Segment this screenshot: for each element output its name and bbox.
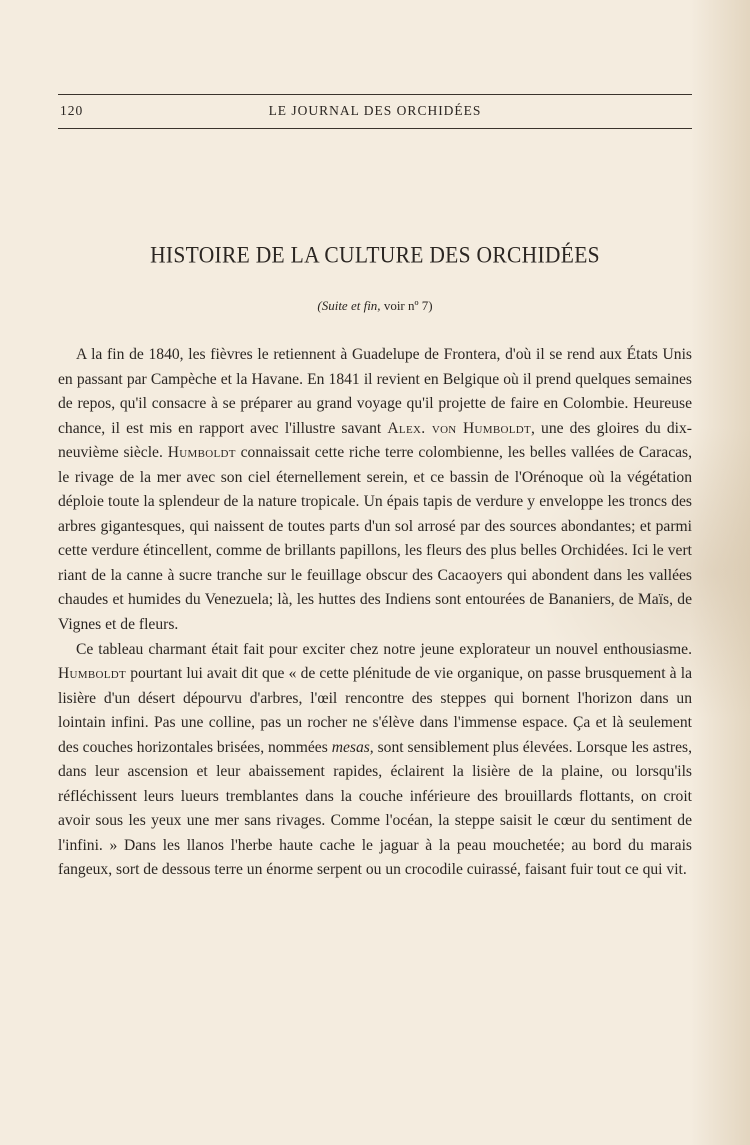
- paragraph-1: [58, 343, 692, 638]
- article-title: HISTOIRE DE LA CULTURE DES ORCHIDÉES: [150, 242, 600, 268]
- p2-italic-mesas: mesas,: [331, 738, 374, 756]
- p1-name-humboldt: Humboldt: [167, 444, 236, 462]
- header-bottom-rule: [58, 128, 692, 129]
- p2-name-humboldt: Humboldt: [58, 665, 127, 683]
- subtitle-rest: voir nº 7): [380, 298, 433, 313]
- subtitle-italic: (Suite et fin,: [317, 298, 381, 313]
- paragraph-2: [58, 638, 692, 883]
- journal-title: LE JOURNAL DES ORCHIDÉES: [268, 103, 482, 118]
- page-number: 120: [60, 103, 84, 118]
- running-header: [58, 101, 692, 123]
- p1-name-humboldt-full: Alex. von Humboldt: [387, 419, 532, 437]
- p1-text-1: A la fin de 1840, les fièvres le retiennent à Guadelupe de Frontera, d'où il se rend aux États Unis en passant par Campèche et la Havane. En 1841 il revient en Belgique où il prend quelques semaines de repos, qu'il consacre à se préparer au grand voyage qu'il projette de faire en Colombie. Heureuse chance, il est mis en rapport avec l'illustre savant: [58, 346, 692, 437]
- p2-text-1: Ce tableau charmant était fait pour exciter chez notre jeune explorateur un nouvel enthousiasme.: [76, 640, 692, 658]
- article-body: [58, 343, 692, 883]
- article-subtitle: [58, 298, 692, 314]
- p2-text-2: pourtant lui avait dit que « de cette plénitude de vie organique, on passe brusquement à la lisière d'un désert dépourvu d'arbres, l'œil rencontre des steppes qui bornent l'horizon dans un lointain infini. Pas une colline, pas un rocher ne s'élève dans l'immense espace. Ça et là seulement des couches horizontales brisées, nommées: [58, 665, 692, 756]
- p1-text-3: connaissait cette riche terre colombienne, les belles vallées de Caracas, le rivage de la mer avec son ciel éternellement serein, et ce bassin de l'Orénoque où la végétation déploie toute la splendeur de la nature tropicale. Un épais tapis de verdure y enveloppe les troncs des arbres gigantesques, qui naissent de toutes parts d'un sol arrosé par des sources abondantes; et parmi cette verdure étincellent, comme de brillants papillons, les fleurs des plus belles Orchidées. Ici le vert riant de la canne à sucre tranche sur le feuillage obscur des Cacaoyers qui abondent dans les vallées chaudes et humides du Venezuela; là, les huttes des Indiens sont entourées de Bananiers, de Maïs, de Vignes et de fleurs.: [58, 444, 692, 634]
- header-top-rule: [58, 94, 692, 95]
- p2-text-3: sont sensiblement plus élevées. Lorsque les astres, dans leur ascension et leur abaissement rapides, éclairent la lisière de la plaine, ou lorsqu'ils réfléchissent leurs lueurs tremblantes dans la couche inférieure des brouillards flottants, on croit avoir sous les yeux une mer sans rivages. Comme l'océan, la steppe saisit le cœur du sentiment de l'infini. » Dans les llanos l'herbe haute cache le jaguar à la peau mouchetée; au bord du marais fangeux, sort de dessous terre un énorme serpent ou un crocodile cuirassé, faisant fuir tout ce qui vit.: [58, 738, 693, 879]
- p1-text-2: , une des gloires du dix-neuvième siècle.: [58, 419, 692, 462]
